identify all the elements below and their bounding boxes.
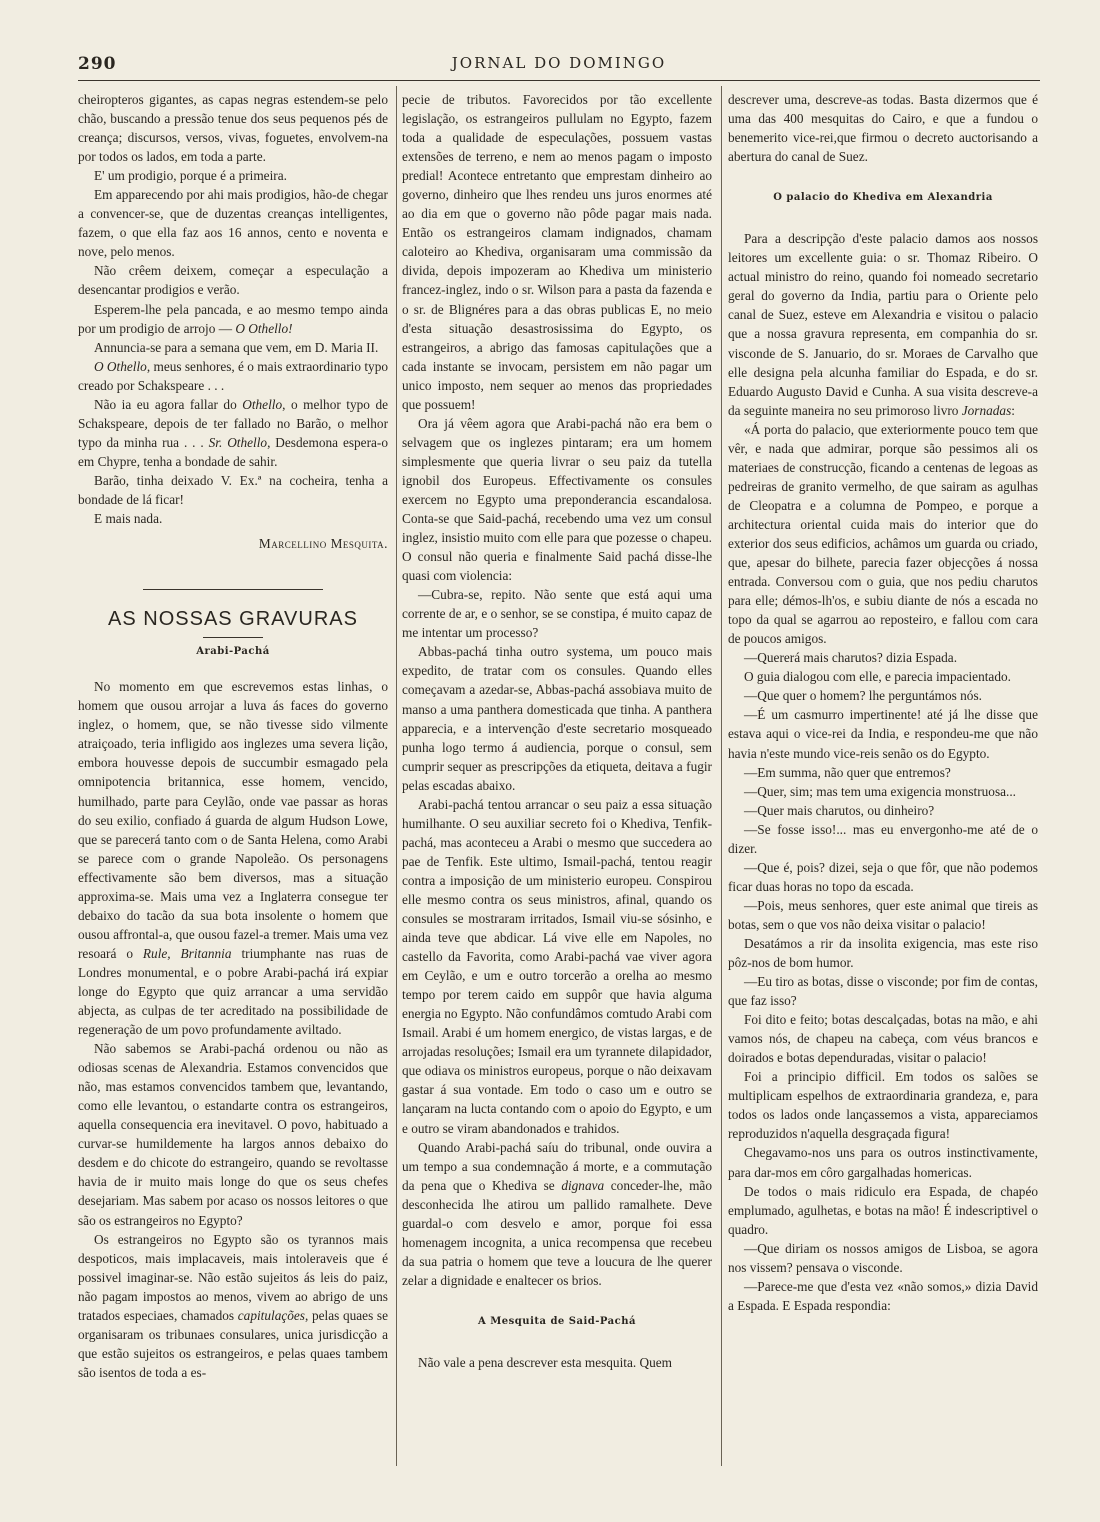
text-run: , Desdemona espera-o em Chypre, tenha a bondade de sahir. bbox=[78, 434, 388, 469]
text-run: No momento em que escrevemos estas linhas, o homem que ousou arrojar a luva ás faces do governo inglez, o homem, que, se não tivesse sido vilmente atraiçoado, teria infligido aos inglezes uma severa lição, embora houvesse depois de succumbir esmagado pela omnipotencia britannica, esse homem, vencido, humilhado, parte para Ceylão, onde vae passar as horas do seu exilio, confiado á guarda de algum Hudson Lowe, que se parecerá tanto com o de Santa Helena, como Arabi se parece com o grande Napoleão. Os personagens effectivamente são bem diversos, mas a situação approxima-se. Mais uma vez a Inglaterra consegue ter debaixo do tacão da sua bota insolente o homem que ousou affrontal-a, que ousou fazel-a tremer. Mais uma vez resoará o bbox=[78, 679, 388, 961]
italic-run: Sr. Othello bbox=[208, 434, 268, 450]
author-signature: Marcellino Mesquita. bbox=[258, 536, 388, 552]
paragraph: —Que diriam os nossos amigos de Lisboa, se agora nos vissem? pensava o visconde. bbox=[728, 1240, 1038, 1275]
paragraph: cheiropteros gigantes, as capas negras estendem-se pelo chão, buscando a pressão tenue dos seus pequenos pés de creança; discursos, versos, vivas, foguetes, envolvem-na por todos os lados, em toda a parte. bbox=[78, 92, 388, 165]
paragraph bbox=[728, 229, 1038, 419]
paragraph: Ora já vêem agora que Arabi-pachá não era bem o selvagem que os inglezes pintaram; era um homem simplesmente que queria livrar o seu paiz da tutella ignobil dos Europeus. Effectivamente os consules exercem no Egypto uma preponderancia escandalosa. Conta-se que Said-pachá, recebendo uma vez um consul inglez, insistio muito com elle para que pozesse o chapeu. O consul não queria e finalmente Said pachá disse-lhe quasi com violencia: bbox=[402, 415, 712, 584]
section-title: AS NOSSAS GRAVURAS bbox=[108, 608, 358, 631]
paragraph bbox=[78, 300, 388, 338]
paragraph: —Se fosse isso!... mas eu envergonho-me até de o dizer. bbox=[728, 821, 1038, 856]
paragraph: Desatámos a rir da insolita exigencia, mas este riso pôz-nos de bom humor. bbox=[728, 935, 1038, 971]
paragraph: Não crêem deixem, começar a especulação a desencantar prodigios e verão. bbox=[78, 263, 388, 298]
paragraph: —Pois, meus senhores, quer este animal que tireis as botas, sem o que vos não deixa visitar o palacio! bbox=[728, 897, 1038, 932]
page-header bbox=[78, 54, 1040, 76]
paragraph: E mais nada. bbox=[94, 511, 163, 527]
text-run: conceder-lhe, mão desconhecida lhe atirou um pallido ramalhete. Deve guardal-o com desvelo e amor, porque foi essa homenagem incognita, a unica recompensa que recebeu da sua patria o homem que teve a loucura de lhe querer zelar a dignidade e enaltecer os brios. bbox=[402, 1177, 712, 1288]
paragraph: Arabi-pachá tentou arrancar o seu paiz a essa situação humilhante. O seu auxiliar secreto foi o Khediva, Tenfik-pachá, mas aconteceu a Arabi o mesmo que succedera ao pae de Tenfik. Este ultimo, Ismail-pachá, tentou reagir contra a imposição de um ministerio europeu. Conspirou elle mesmo contra os seus ministros, afinal, quando os consules se mostraram irritados, Ismail viu-se sósinho, e ainda teve que abdicar. Lá vive elle em Napoles, no castello da Favorita, como Arabi-pachá vae viver agora em Ceylão, e um e outro torcerão a orelha ao mesmo tempo por terem caido em suppôr que havia alguma energia no Egypto. Não confundâmos comtudo Arabi com Ismail. Arabi é um homem energico, de vistas largas, e de arrojadas resoluções; Ismail era um tyrannete dilapidador, que odiava os ministros europeus, porque o não deixavam gastar á sua vontade. Em todo o caso um e outro se lançaram na lucta contando com o apoio do Egypto, e um e outro se viram abandonados e trahidos. bbox=[402, 796, 712, 1136]
paragraph bbox=[78, 357, 388, 395]
column-1 bbox=[78, 90, 388, 1382]
italic-run: O Othello bbox=[94, 358, 147, 374]
masthead-title: JORNAL DO DOMINGO bbox=[451, 54, 667, 72]
paragraph bbox=[402, 1138, 712, 1290]
page-number: 290 bbox=[78, 54, 117, 74]
paragraph: —Em summa, não quer que entremos? bbox=[744, 764, 951, 780]
paragraph: O guia dialogou com elle, e parecia impacientado. bbox=[744, 669, 1011, 685]
column-divider-1 bbox=[396, 86, 397, 1466]
paragraph bbox=[78, 395, 388, 471]
header-rule bbox=[78, 80, 1040, 81]
paragraph: —É um casmurro impertinente! até já lhe disse que estava aqui o vice-rei da India, e respondeu-me que não havia n'este mundo vice-reis senão os do Egypto. bbox=[728, 707, 1038, 761]
paragraph: Não vale a pena descrever esta mesquita. Quem bbox=[418, 1355, 673, 1370]
text-run: triumphante nas ruas de Londres monumental, e o pobre Arabi-pachá irá expiar longe do Egypto que quiz arrancar a uma servidão abjecta, as culpas de ter acreditado na possibilidade de regeneração de um povo profundamente aviltado. bbox=[78, 945, 388, 1038]
text-run: Esperem-lhe pela pancada, e ao mesmo tempo ainda por um prodigio de arrojo — bbox=[78, 301, 388, 336]
text-run: Quando Arabi-pachá saíu do tribunal, onde ouvira a um tempo a sua condemnação á morte, e a commutação da pena que o Khediva se bbox=[402, 1139, 712, 1193]
paragraph: —Cubra-se, repito. Não sente que está aqui uma corrente de ar, e o senhor, se se constipa, é muito capaz de me intentar um processo? bbox=[402, 587, 712, 641]
paragraph: E' um prodigio, porque é a primeira. bbox=[94, 168, 287, 184]
paragraph: pecie de tributos. Favorecidos por tão excellente legislação, os estrangeiros pullulam no Egypto, fazem toda a qualidade de especulações, possuem vastas extensões de terreno, e nem ao menos pagam o imposto predial! Acontece entretanto que emprestam dinheiro ao governo, dinheiro que lhes rendeu uns juros enormes até ao dia em que o governo não pôde pagar mais nada. Então os estrangeiros clamam indignados, chamam caloteiro ao Khediva, organisaram uma commissão da divida, depois impozeram ao Khediva um ministerio francez-inglez, indo o sr. Wilson para a pasta da fazenda e o sr. de Blignéres para a das obras publicas E, no meio d'esta situação desastrosissima do Egypto, os estrangeiros, a abrigo das famosas capitulações que a cada instante se invocam, persistem em não pagar um unico imposto, nem sequer ao menos das propriedades que possuem! bbox=[402, 92, 712, 412]
italic-run: dignava bbox=[561, 1177, 605, 1193]
paragraph: Não sabemos se Arabi-pachá ordenou ou não as odiosas scenas de Alexandria. Estamos convencidos que não, mas estamos convencidos tambem que, levantando, como elle levantou, o estandarte contra os estrangeiros, aquella consequencia era inevitavel. O povo, habituado a curvar-se humildemente ha largos annos debaixo do desdem e do chicote do estrangeiro, quando se revoltasse havia de ir muito mais longe do que os seus chefes desejariam. Mas sabem por acaso os nossos leitores o que são os estrangeiros no Egypto? bbox=[78, 1041, 388, 1228]
paragraph: —Parece-me que d'esta vez «não somos,» dizia David a Espada. E Espada respondia: bbox=[728, 1278, 1038, 1313]
paragraph: Barão, tinha deixado V. Ex.ª na cocheira, tenha a bondade de lá ficar! bbox=[78, 472, 388, 507]
column-3 bbox=[728, 90, 1038, 1315]
paragraph: descrever uma, descreve-as todas. Basta dizermos que é uma das 400 mesquitas do Cairo, e que a fundou o benemerito vice-rei,que firmou o decreto auctorisando a abertura do canal de Suez. bbox=[728, 92, 1038, 165]
article-subtitle: Arabi-Pachá bbox=[196, 646, 270, 658]
italic-run: capitulações bbox=[237, 1307, 305, 1323]
text-run: Não ia eu agora fallar do bbox=[94, 396, 243, 412]
italic-run: Rule, Britannia bbox=[142, 945, 232, 961]
paragraph: Annuncia-se para a semana que vem, em D. Maria II. bbox=[94, 339, 379, 355]
text-run: , o melhor typo de Schakspeare, depois de ter fallado no Barão, o melhor typo da minha rua . . . bbox=[78, 396, 388, 450]
paragraph: —Quer, sim; mas tem uma exigencia monstruosa... bbox=[744, 783, 1016, 799]
text-run: Para a descripção d'este palacio damos aos nossos leitores um excellente guia: o sr. Thomaz Ribeiro. O actual ministro do reino, quando foi nomeado secretario geral do governo da India, partiu para o Oriente pelo canal de Suez, esteve em Alexandria e visitou o palacio que a nossa gravura representa, em companhia do sr. visconde de S. Januario, do sr. Moraes de Carvalho que elle designa pela alcunha familiar do Espada, e do sr. Eduardo Augusto David e Cunha. A sua visita descreve-a da seguinte maneira no seu primoroso livro bbox=[728, 231, 1038, 418]
paragraph: Chegavamo-nos uns para os outros instinctivamente, para dar-mos em côro gargalhadas homericas. bbox=[728, 1145, 1038, 1180]
column-2 bbox=[402, 90, 712, 1372]
section-separator bbox=[143, 589, 323, 590]
italic-run: Othello bbox=[242, 396, 283, 412]
paragraph: «Á porta do palacio, que exteriormente pouco tem que vêr, e nada que admirar, porque são pessimos ali os materiaes de construcção, ficando a centenas de legoas as pedreiras de granito vermelho, de que sairam as agulhas de Cleopatra e a columna de Pompeo, e porque a architectura oriental cuida mais do interior que do exterior dos seus edificios, achâmos um guarda ou criado, que, apesar do bilhete, parecia fazer objecções á nossa entrada. Conversou com o guia, que nos pediu charutos para elle; démos-lh'os, e subiu diante de nós a escada no topo da qual se agarrou ao reposteiro, e fallou com cara de poucos amigos. bbox=[728, 421, 1038, 647]
paragraph: Abbas-pachá tinha outro systema, um pouco mais expedito, de tratar com os consules. Quando elles começavam a azedar-se, Abbas-pachá assobiava muito de manso a uma panthera domesticada que tinha. A panthera apparecia, e a intervenção d'este secretario mosqueado punha logo termo á audiencia, porque o consul, sem cumprir sequer as prescripções da etiqueta, deitava a fugir pelas escadas abaixo. bbox=[402, 644, 712, 793]
italic-run: O Othello! bbox=[235, 320, 293, 336]
paragraph: Foi dito e feito; botas descalçadas, botas na mão, e ahi vamos nós, de chapeu na cabeça, com véus brancos e doirados e botas dependuradas, visitar o palacio! bbox=[728, 1012, 1038, 1066]
text-run: Os estrangeiros no Egypto são os tyrannos mais despoticos, mais implacaveis, mais intoleraveis que é possivel imaginar-se. Não estão sujeitos ás leis do paiz, não pagam impostos ao menos, vivem ao abrigo de uns tratados especiaes, chamados bbox=[78, 1231, 388, 1323]
column-divider-2 bbox=[721, 86, 722, 1466]
paragraph: —Que quer o homem? lhe perguntámos nós. bbox=[744, 688, 982, 704]
paragraph bbox=[78, 677, 388, 1039]
italic-run: Jornadas bbox=[961, 402, 1012, 418]
paragraph: Em apparecendo por ahi mais prodigios, hão-de chegar a convencer-se, que de duzentas creanças intelligentes, fazem, o que ella faz aos 16 annos, cento e noventa e nove, pelo menos. bbox=[78, 187, 388, 260]
section-title-rule bbox=[203, 637, 263, 638]
article-subtitle: O palacio do Khediva em Alexandria bbox=[773, 192, 993, 204]
paragraph bbox=[78, 1230, 388, 1382]
paragraph: Foi a principio difficil. Em todos os salões se multiplicam espelhos de extraordinaria grandeza, e, para todos os lados onde lançassemos a vista, appareciamos reproduzidos n'aquella desgraçada figura! bbox=[728, 1069, 1038, 1142]
paragraph: —Que é, pois? dizei, seja o que fôr, que não podemos ficar duas horas no topo da escada. bbox=[728, 859, 1038, 894]
paragraph: —Quererá mais charutos? dizia Espada. bbox=[744, 650, 958, 666]
text-run: , meus senhores, é o mais extraordinario typo creado por Schakspeare . . . bbox=[78, 358, 388, 393]
text-run: : bbox=[1011, 402, 1015, 418]
paragraph: —Quer mais charutos, ou dinheiro? bbox=[744, 802, 935, 818]
article-subtitle: A Mesquita de Said-Pachá bbox=[478, 1315, 636, 1327]
paragraph: De todos o mais ridiculo era Espada, de chapéo emplumado, agulhetas, e botas na mão! É indescriptivel o quadro. bbox=[728, 1183, 1038, 1237]
paragraph: —Eu tiro as botas, disse o visconde; por fim de contas, que faz isso? bbox=[728, 974, 1038, 1009]
text-run: , pelas quaes se organisaram os tribunaes consulares, unica jurisdicção a que estão sujeitos os estrangeiros, e pelas quaes tambem são isentos de toda a es- bbox=[78, 1307, 388, 1380]
